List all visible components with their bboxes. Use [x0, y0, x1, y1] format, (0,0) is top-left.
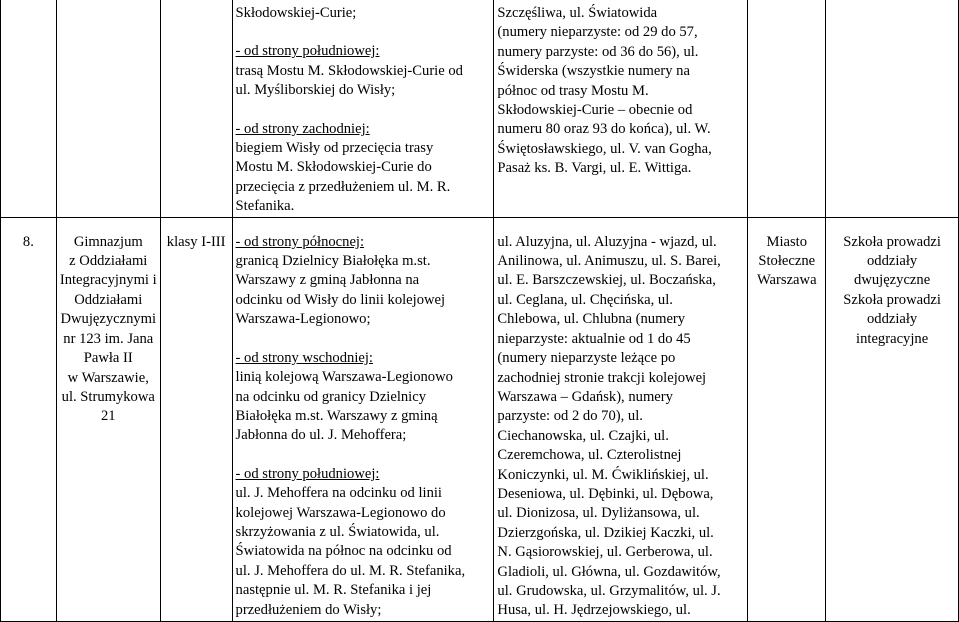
section-heading-west: - od strony zachodniej:: [235, 120, 370, 137]
text-line: na odcinku od granicy Dzielnicy: [235, 388, 427, 405]
text-line: oddziały: [866, 253, 918, 270]
cell-classes: [160, 217, 232, 621]
text-line: ul. J. Mehoffera do ul. M. R. Stefanika,: [235, 562, 466, 579]
text-line: Świętosławskiego, ul. V. van Gogha,: [497, 140, 712, 157]
text-line: Czeremchowa, ul. Czterolistnej: [497, 447, 682, 464]
text-line: skrzyżowania z ul. Światowida, ul.: [235, 523, 440, 540]
text-line: Ciechanowska, ul. Czajki, ul.: [497, 427, 669, 444]
cell-classes-empty: [160, 0, 232, 217]
text-line: przecięcia z przedłużeniem ul. M. R.: [235, 178, 451, 195]
text-line: linią kolejową Warszawa-Legionowo: [235, 369, 453, 386]
text-line: Deseniowa, ul. Dębinki, ul. Dębowa,: [497, 485, 714, 502]
cell-city: [748, 217, 826, 621]
cell-row-number: [1, 217, 57, 621]
text-line: ul. Aluzyjna, ul. Aluzyjna - wjazd, ul.: [497, 233, 717, 250]
text-line: parzyste: od 2 do 70), ul.: [497, 408, 643, 425]
text-line: Oddziałami: [74, 291, 143, 308]
text-line: integracyjne: [856, 330, 929, 347]
text-line: zachodniej stronie trakcji kolejowej: [497, 369, 707, 386]
text-line: Husa, ul. H. Jędrzejowskiego, ul.: [497, 602, 691, 619]
row-number: 8.: [22, 233, 34, 250]
text-line: Dwujęzycznymi: [60, 311, 157, 328]
text-line: nieparzyste: aktualnie od 1 do 45: [497, 330, 691, 347]
text-line: (numery nieparzyste: od 29 do 57,: [497, 24, 698, 41]
text-line: Gimnazjum: [73, 233, 143, 250]
text-line: Szkoła prowadzi: [843, 233, 941, 250]
text-line: Miasto: [766, 233, 808, 250]
text-line: nr 123 im. Jana: [63, 330, 154, 347]
text-line: Integracyjnymi i: [59, 272, 157, 289]
text-line: w Warszawie,: [67, 369, 149, 386]
text-line: Szczęśliwa, ul. Światowida: [497, 5, 658, 21]
text-line: ul. E. Barszczewskiej, ul. Boczańska,: [497, 272, 716, 289]
text-line: Białołęka m.st. Warszawy z gminą: [235, 407, 438, 424]
text-line: dwujęzyczne: [854, 272, 931, 289]
text-line: Dzierzgońska, ul. Dzikiej Kaczki, ul.: [497, 524, 714, 541]
text-line: ul. Ceglana, ul. Chęcińska, ul.: [497, 291, 673, 308]
text-line: numery parzyste: od 36 do 56), ul.: [497, 43, 699, 60]
text-line: Warszawa: [756, 272, 817, 289]
text-line: Skłodowskiej-Curie – obecnie od: [497, 102, 693, 119]
text-line: numeru 80 oraz 93 do końca), ul. W.: [497, 121, 711, 138]
text-line: ul. Grudowska, ul. Grzymalitów, ul. J.: [497, 582, 721, 599]
section-heading-east: - od strony wschodniej:: [235, 349, 373, 366]
text-line: Pawła II: [83, 350, 133, 367]
text-line: N. Gąsiorowskiej, ul. Gerberowa, ul.: [497, 544, 713, 561]
cell-streets-continued: [494, 0, 748, 217]
text-line: Koniczynki, ul. M. Ćwiklińskiej, ul.: [497, 466, 709, 483]
text-line: Stołeczne: [758, 253, 816, 270]
cell-number-empty: [1, 0, 57, 217]
text-line: oddziały: [866, 311, 918, 328]
cell-city-empty: [748, 0, 826, 217]
text-line: Jabłonna do ul. J. Mehoffera;: [235, 427, 407, 444]
text-line: ul. Strumykowa: [61, 388, 155, 405]
table-row-8: [1, 217, 959, 621]
text-line: ul. Myśliborskiej do Wisły;: [235, 82, 396, 99]
cell-boundary-continued: [232, 0, 494, 217]
text-line: (numery nieparzyste leżące po: [497, 350, 676, 367]
text-line: Mostu M. Skłodowskiej-Curie do: [235, 159, 432, 176]
text-line: ul. Dionizosa, ul. Dyliżansowa, ul.: [497, 505, 700, 522]
text-line: kolejowej Warszawa-Legionowo do: [235, 504, 446, 521]
text-line: granicą Dzielnicy Białołęka m.st.: [235, 253, 431, 270]
cell-school-name: [56, 217, 160, 621]
cell-school-empty: [56, 0, 160, 217]
text-line: Warszawa-Legionowo;: [235, 311, 371, 328]
text-line: Szkoła prowadzi: [843, 291, 941, 308]
text-line: północ od trasy Mostu M.: [497, 82, 649, 99]
text-line: Warszawy z gminą Jabłonna na: [235, 272, 420, 289]
cell-school-type: [826, 217, 959, 621]
cell-boundary: [232, 217, 494, 621]
section-heading-north: - od strony północnej:: [235, 233, 365, 250]
cell-type-empty: [826, 0, 959, 217]
text-line: Stefanika.: [235, 198, 295, 215]
text-line: biegiem Wisły od przecięcia trasy: [235, 140, 434, 157]
text-line: Chlebowa, ul. Chlubna (numery: [497, 311, 686, 328]
text-line: trasą Mostu M. Skłodowskiej-Curie od: [235, 62, 463, 79]
section-heading-south: - od strony południowej:: [235, 43, 380, 60]
text-line: odcinku od Wisły do linii kolejowej: [235, 291, 446, 308]
text-line: Warszawa – Gdańsk), numery: [497, 388, 673, 405]
table-row-continued: [1, 0, 959, 217]
text-line: przedłużeniem do Wisły;: [235, 601, 382, 618]
text-line: ul. J. Mehoffera na odcinku od linii: [235, 485, 442, 502]
text-line: Gladioli, ul. Główna, ul. Gozdawitów,: [497, 563, 721, 580]
text-line: Pasaż ks. B. Vargi, ul. E. Wittiga.: [497, 160, 692, 177]
cell-streets: [494, 217, 748, 621]
section-heading-south: - od strony południowej:: [235, 465, 380, 482]
classes-label: klasy I-III: [166, 233, 226, 250]
text-line: 21: [100, 408, 116, 425]
text-line: Światowida na północ na odcinku od: [235, 543, 452, 560]
text-line: Skłodowskiej-Curie;: [235, 5, 357, 21]
text-line: Anilinowa, ul. Animuszu, ul. S. Barei,: [497, 253, 721, 270]
text-line: następnie ul. M. R. Stefanika i jej: [235, 582, 432, 599]
text-line: z Oddziałami: [69, 253, 148, 270]
text-line: Świderska (wszystkie numery na: [497, 63, 690, 80]
